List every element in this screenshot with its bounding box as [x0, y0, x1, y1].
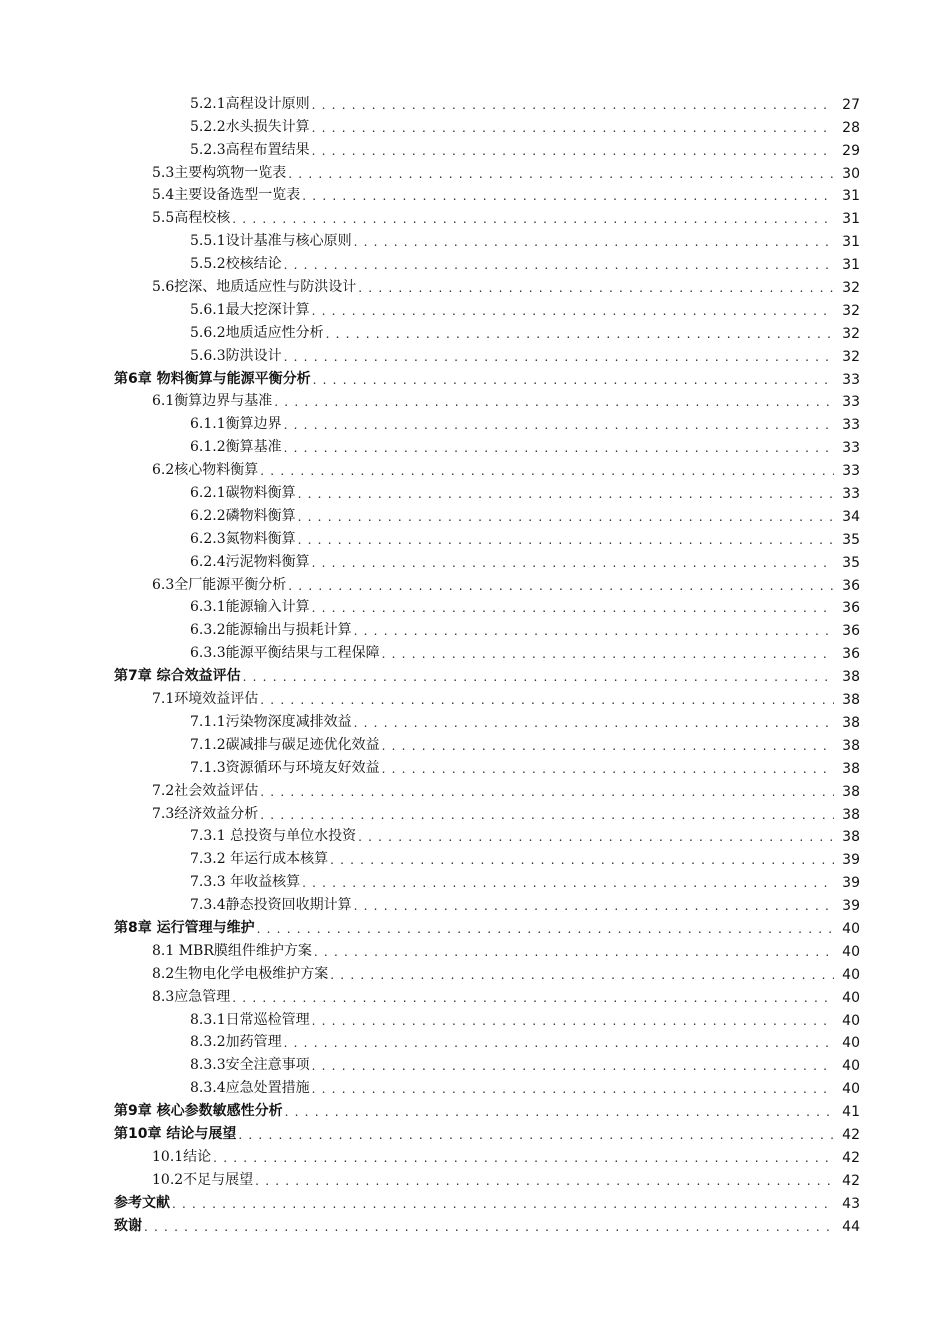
toc-entry[interactable] — [114, 365, 860, 388]
toc-entry-title: 7.1.3资源循环与环境友好效益 — [190, 759, 380, 776]
toc-entry-title: 6.1.1衡算边界 — [190, 416, 282, 433]
dot-leader — [312, 1059, 834, 1071]
toc-entry-page: 36 — [842, 577, 860, 594]
toc-entry-title: 第8章 运行管理与维护 — [114, 919, 255, 936]
toc-entry-title: 参考文献 — [114, 1194, 170, 1211]
toc-entry[interactable] — [114, 1120, 860, 1143]
toc-entry-title: 第10章 结论与展望 — [114, 1125, 237, 1142]
toc-entry-page: 36 — [842, 646, 860, 663]
dot-leader — [312, 1014, 834, 1026]
toc-entry-title: 10.1结论 — [152, 1148, 212, 1165]
toc-entry-title: 7.3.2 年运行成本核算 — [190, 851, 329, 868]
dot-leader — [354, 899, 834, 911]
toc-entry-page: 40 — [842, 1035, 860, 1052]
toc-entry[interactable] — [114, 1166, 860, 1189]
toc-entry[interactable] — [114, 983, 860, 1006]
dot-leader — [284, 441, 834, 453]
dot-leader — [382, 762, 834, 774]
dot-leader — [288, 167, 834, 179]
toc-entry[interactable] — [114, 616, 860, 639]
toc-entry-title: 5.6.1最大挖深计算 — [190, 301, 310, 318]
toc-entry-title: 5.6.2地质适应性分析 — [190, 324, 324, 341]
dot-leader — [358, 281, 834, 293]
dot-leader — [284, 258, 834, 270]
toc-entry[interactable] — [114, 273, 860, 296]
toc-entry-page: 33 — [842, 417, 860, 434]
dot-leader — [255, 1174, 834, 1186]
dot-leader — [243, 670, 834, 682]
toc-entry-title: 5.2.1高程设计原则 — [190, 95, 310, 112]
dot-leader — [312, 144, 834, 156]
toc-entry-title: 7.3.3 年收益核算 — [190, 874, 301, 891]
toc-entry-page: 32 — [842, 280, 860, 297]
toc-entry-page: 30 — [842, 165, 860, 182]
toc-entry-page: 41 — [842, 1104, 860, 1121]
toc-entry[interactable] — [114, 662, 860, 685]
toc-entry[interactable] — [114, 548, 860, 571]
toc-entry-title: 致谢 — [114, 1217, 142, 1234]
toc-entry-page: 42 — [842, 1149, 860, 1166]
toc-entry-title: 6.1.2衡算基准 — [190, 439, 282, 456]
dot-leader — [312, 121, 834, 133]
dot-leader — [284, 350, 834, 362]
toc-entry[interactable] — [114, 937, 860, 960]
toc-entry-page: 39 — [842, 852, 860, 869]
toc-entry[interactable] — [114, 1097, 860, 1120]
toc-entry-page: 40 — [842, 1081, 860, 1098]
toc-entry[interactable] — [114, 571, 860, 594]
toc-entry-title: 5.6.3防洪设计 — [190, 347, 282, 364]
toc-entry-page: 31 — [842, 188, 860, 205]
dot-leader — [330, 853, 834, 865]
toc-entry[interactable] — [114, 754, 860, 777]
dot-leader — [326, 327, 834, 339]
dot-leader — [213, 1151, 834, 1163]
dot-leader — [232, 212, 834, 224]
toc-entry[interactable] — [114, 868, 860, 891]
toc-entry[interactable] — [114, 1006, 860, 1029]
toc-entry[interactable] — [114, 204, 860, 227]
toc-entry[interactable] — [114, 433, 860, 456]
dot-leader — [298, 533, 834, 545]
toc-entry-title: 7.3经济效益分析 — [152, 805, 259, 822]
toc-entry-page: 40 — [842, 920, 860, 937]
dot-leader — [285, 1105, 834, 1117]
toc-entry-title: 6.3.3能源平衡结果与工程保障 — [190, 645, 380, 662]
toc-entry-title: 5.5.2校核结论 — [190, 256, 282, 273]
toc-entry-page: 38 — [842, 692, 860, 709]
toc-entry-title: 第6章 物料衡算与能源平衡分析 — [114, 370, 311, 387]
toc-entry-title: 8.3应急管理 — [152, 988, 231, 1005]
toc-entry[interactable] — [114, 823, 860, 846]
toc-entry[interactable] — [114, 1212, 860, 1235]
toc-entry[interactable] — [114, 136, 860, 159]
toc-entry-title: 第7章 综合效益评估 — [114, 668, 241, 685]
toc-entry-title: 6.3全厂能源平衡分析 — [152, 576, 287, 593]
toc-entry[interactable] — [114, 777, 860, 800]
toc-entry[interactable] — [114, 296, 860, 319]
toc-entry-page: 42 — [842, 1172, 860, 1189]
toc-entry-title: 5.5高程校核 — [152, 210, 231, 227]
toc-entry[interactable] — [114, 914, 860, 937]
dot-leader — [288, 579, 834, 591]
toc-entry-title: 5.3主要构筑物一览表 — [152, 164, 287, 181]
toc-entry-title: 8.2生物电化学电极维护方案 — [152, 965, 329, 982]
toc-entry-page: 33 — [842, 486, 860, 503]
toc-entry[interactable] — [114, 960, 860, 983]
toc-entry-title: 6.2.2磷物料衡算 — [190, 507, 296, 524]
dot-leader — [358, 830, 834, 842]
toc-entry-page: 32 — [842, 325, 860, 342]
toc-entry-page: 42 — [842, 1126, 860, 1143]
toc-entry-page: 40 — [842, 943, 860, 960]
toc-entry-title: 10.2不足与展望 — [152, 1171, 254, 1188]
toc-entry[interactable] — [114, 594, 860, 617]
toc-entry-title: 7.1.1污染物深度减排效益 — [190, 713, 352, 730]
toc-entry[interactable] — [114, 708, 860, 731]
toc-entry-page: 31 — [842, 257, 860, 274]
toc-entry[interactable] — [114, 410, 860, 433]
dot-leader — [298, 487, 834, 499]
toc-entry-page: 31 — [842, 234, 860, 251]
toc-entry-page: 38 — [842, 806, 860, 823]
toc-entry-page: 40 — [842, 989, 860, 1006]
toc-entry-title: 6.1衡算边界与基准 — [152, 393, 273, 410]
toc-entry-title: 6.2.1碳物料衡算 — [190, 485, 296, 502]
toc-entry-page: 38 — [842, 737, 860, 754]
dot-leader — [354, 235, 834, 247]
toc-entry-page: 28 — [842, 119, 860, 136]
toc-entry-page: 36 — [842, 623, 860, 640]
dot-leader — [260, 808, 834, 820]
toc-entry[interactable] — [114, 159, 860, 182]
dot-leader — [382, 739, 834, 751]
toc-entry[interactable] — [114, 1189, 860, 1212]
dot-leader — [312, 1082, 834, 1094]
toc-entry-title: 5.2.2水头损失计算 — [190, 118, 310, 135]
toc-entry-page: 33 — [842, 394, 860, 411]
toc-entry[interactable] — [114, 1029, 860, 1052]
toc-entry-title: 7.1环境效益评估 — [152, 691, 259, 708]
dot-leader — [330, 968, 834, 980]
toc-entry[interactable] — [114, 800, 860, 823]
toc-entry[interactable] — [114, 90, 860, 113]
dot-leader — [313, 373, 834, 385]
dot-leader — [274, 395, 834, 407]
toc-entry[interactable] — [114, 845, 860, 868]
dot-leader — [260, 785, 834, 797]
toc-entry-title: 5.5.1设计基准与核心原则 — [190, 233, 352, 250]
toc-entry-title: 6.2.4污泥物料衡算 — [190, 553, 310, 570]
toc-entry-title: 6.2.3氮物料衡算 — [190, 530, 296, 547]
toc-entry-title: 8.1 MBR膜组件维护方案 — [152, 942, 312, 959]
toc-entry-page: 40 — [842, 1012, 860, 1029]
toc-entry-page: 38 — [842, 783, 860, 800]
toc-entry-title: 7.3.4静态投资回收期计算 — [190, 897, 352, 914]
toc-entry[interactable] — [114, 731, 860, 754]
dot-leader — [312, 304, 834, 316]
toc-entry[interactable] — [114, 639, 860, 662]
toc-entry[interactable] — [114, 250, 860, 273]
dot-leader — [260, 693, 834, 705]
dot-leader — [302, 189, 834, 201]
toc-entry-title: 5.6挖深、地质适应性与防洪设计 — [152, 279, 357, 296]
dot-leader — [312, 556, 834, 568]
toc-entry-title: 6.3.1能源输入计算 — [190, 599, 310, 616]
dot-leader — [172, 1197, 834, 1209]
toc-entry-page: 43 — [842, 1195, 860, 1212]
table-of-contents — [114, 90, 860, 1235]
toc-entry-title: 7.1.2碳减排与碳足迹优化效益 — [190, 736, 380, 753]
dot-leader — [238, 1128, 834, 1140]
toc-entry-page: 38 — [842, 714, 860, 731]
toc-entry[interactable] — [114, 182, 860, 205]
toc-entry[interactable] — [114, 1074, 860, 1097]
dot-leader — [354, 624, 834, 636]
dot-leader — [232, 991, 834, 1003]
dot-leader — [144, 1220, 834, 1232]
toc-entry-page: 34 — [842, 508, 860, 525]
toc-entry-page: 29 — [842, 142, 860, 159]
toc-entry[interactable] — [114, 319, 860, 342]
dot-leader — [302, 876, 834, 888]
toc-entry[interactable] — [114, 342, 860, 365]
toc-entry[interactable] — [114, 1051, 860, 1074]
toc-entry[interactable] — [114, 525, 860, 548]
toc-entry-page: 39 — [842, 898, 860, 915]
toc-entry-page: 39 — [842, 875, 860, 892]
toc-entry-title: 7.2社会效益评估 — [152, 782, 259, 799]
toc-entry-page: 31 — [842, 211, 860, 228]
toc-entry-page: 40 — [842, 1058, 860, 1075]
toc-entry-title: 8.3.4应急处置措施 — [190, 1080, 310, 1097]
toc-entry-title: 7.3.1 总投资与单位水投资 — [190, 828, 357, 845]
toc-entry-page: 32 — [842, 302, 860, 319]
dot-leader — [257, 922, 834, 934]
toc-entry[interactable] — [114, 456, 860, 479]
toc-entry-title: 6.3.2能源输出与损耗计算 — [190, 622, 352, 639]
toc-entry[interactable] — [114, 227, 860, 250]
dot-leader — [284, 1036, 834, 1048]
toc-entry-page: 33 — [842, 371, 860, 388]
toc-entry[interactable] — [114, 388, 860, 411]
toc-entry-page: 40 — [842, 966, 860, 983]
toc-entry[interactable] — [114, 479, 860, 502]
toc-entry-page: 32 — [842, 348, 860, 365]
toc-entry-page: 35 — [842, 554, 860, 571]
dot-leader — [312, 601, 834, 613]
toc-entry-page: 36 — [842, 600, 860, 617]
toc-entry[interactable] — [114, 891, 860, 914]
toc-entry-title: 8.3.2加药管理 — [190, 1034, 282, 1051]
dot-leader — [314, 945, 834, 957]
toc-entry-page: 33 — [842, 463, 860, 480]
toc-entry-page: 38 — [842, 829, 860, 846]
toc-entry[interactable] — [114, 1143, 860, 1166]
toc-entry-title: 5.2.3高程布置结果 — [190, 141, 310, 158]
toc-entry[interactable] — [114, 685, 860, 708]
toc-entry-title: 8.3.3安全注意事项 — [190, 1057, 310, 1074]
toc-entry-title: 6.2核心物料衡算 — [152, 462, 259, 479]
toc-entry-page: 33 — [842, 440, 860, 457]
dot-leader — [382, 647, 834, 659]
toc-entry-title: 5.4主要设备选型一览表 — [152, 187, 301, 204]
dot-leader — [298, 510, 834, 522]
dot-leader — [260, 464, 834, 476]
toc-entry[interactable] — [114, 502, 860, 525]
toc-entry-page: 35 — [842, 531, 860, 548]
toc-entry-title: 第9章 核心参数敏感性分析 — [114, 1103, 283, 1120]
dot-leader — [354, 716, 834, 728]
toc-entry-page: 44 — [842, 1218, 860, 1235]
toc-entry[interactable] — [114, 113, 860, 136]
dot-leader — [312, 98, 834, 110]
toc-entry-page: 38 — [842, 669, 860, 686]
toc-entry-page: 27 — [842, 96, 860, 113]
toc-entry-title: 8.3.1日常巡检管理 — [190, 1011, 310, 1028]
toc-entry-page: 38 — [842, 760, 860, 777]
dot-leader — [284, 418, 834, 430]
